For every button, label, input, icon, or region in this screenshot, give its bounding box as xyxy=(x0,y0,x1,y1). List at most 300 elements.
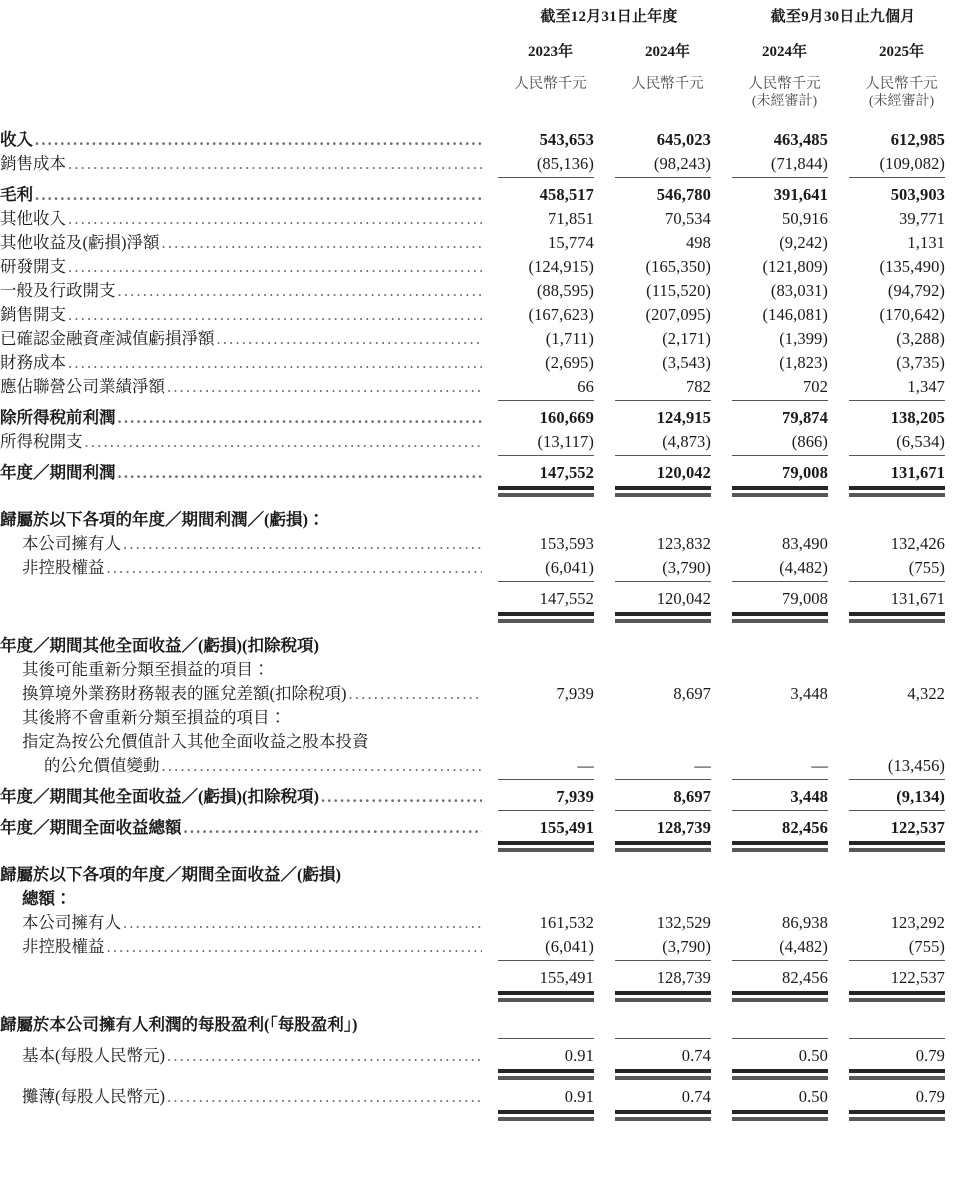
value-cell-col1 xyxy=(492,861,609,885)
spacer-cell xyxy=(492,848,609,861)
subtotal-rule-row xyxy=(0,578,960,585)
value-cell-col2: (98,243) xyxy=(653,154,712,174)
double-rule-cell-2 xyxy=(609,609,726,619)
table-row xyxy=(0,126,960,150)
row-label-text: 銷售開支 xyxy=(0,305,66,325)
value-cell-col2: 128,739 xyxy=(656,968,712,988)
value-cell-col2: 70,534 xyxy=(665,209,712,229)
unit-label-2: 人民幣千元 xyxy=(631,75,704,92)
value-cell-col3: 86,938 xyxy=(782,913,829,933)
rule-cell-1 xyxy=(492,452,609,459)
value-cell-col2: 8,697 xyxy=(673,787,712,807)
row-label-inner xyxy=(0,428,492,452)
rule-cell-4 xyxy=(843,776,960,783)
leader-dots xyxy=(162,756,483,776)
double-rule-cell-1 xyxy=(492,483,609,493)
value-cell-col2: 0.74 xyxy=(681,1046,712,1066)
value-cell-col1: (88,595) xyxy=(536,281,594,301)
row-label-inner xyxy=(0,1011,492,1035)
row-label-text: 歸屬於以下各項的年度／期間全面收益／(虧損) xyxy=(0,865,341,885)
double-underline-row xyxy=(0,988,960,998)
rule-cell-1 xyxy=(492,1076,609,1083)
leader-dots xyxy=(68,209,482,229)
row-label-cell xyxy=(0,704,492,728)
value-cell-col4: 503,903 xyxy=(890,185,946,205)
row-label-inner xyxy=(0,530,492,554)
rule-label-pad xyxy=(0,1076,492,1083)
spacer-cell xyxy=(609,493,726,506)
value-cell-col2: (3,790) xyxy=(662,937,712,957)
value-cell-col3: 79,008 xyxy=(782,463,829,483)
rule-cell-4 xyxy=(843,957,960,964)
double-underline-row xyxy=(0,483,960,493)
row-label-text: 除所得稅前利潤 xyxy=(0,408,116,428)
spacer-cell xyxy=(609,998,726,1011)
rule-cell-3 xyxy=(726,776,843,783)
value-cell-col4: 1,347 xyxy=(907,377,946,397)
row-label-text: 其他收益及(虧損)淨額 xyxy=(0,233,160,253)
row-label-cell xyxy=(0,253,492,277)
row-label-cell xyxy=(0,752,492,776)
spacer-cell xyxy=(609,619,726,632)
value-cell-col1: 155,491 xyxy=(539,818,594,838)
row-label-cell xyxy=(0,885,492,909)
rule-label-pad xyxy=(0,776,492,783)
table-row xyxy=(0,150,960,174)
spacer-row xyxy=(0,998,960,1011)
value-cell-col4 xyxy=(843,885,960,909)
row-label-cell xyxy=(0,554,492,578)
unit-label-3: 人民幣千元 xyxy=(748,75,821,92)
row-label-text: 已確認金融資產減值虧損淨額 xyxy=(0,329,215,349)
value-cell-col4 xyxy=(843,861,960,885)
value-cell-col4 xyxy=(843,506,960,530)
value-cell-col3: (121,809) xyxy=(762,257,829,277)
row-label-cell xyxy=(0,150,492,174)
rule-cell-3 xyxy=(726,452,843,459)
leader-dots xyxy=(123,913,482,933)
double-rule-cell-4 xyxy=(843,988,960,998)
value-cell-col3: 3,448 xyxy=(790,684,829,704)
leader-dots xyxy=(118,281,483,301)
table-row xyxy=(0,632,960,656)
value-cell-col4 xyxy=(843,656,960,680)
row-label-text: 本公司擁有人 xyxy=(22,913,121,933)
header-unit-4 xyxy=(843,68,960,113)
rule-label-pad xyxy=(0,174,492,181)
value-cell-col1: 543,653 xyxy=(539,130,594,150)
value-cell-col4: 4,322 xyxy=(907,684,946,704)
table-row xyxy=(0,909,960,933)
rule-label-pad xyxy=(0,483,492,493)
value-cell-col4: (755) xyxy=(908,937,946,957)
header-spacer-3 xyxy=(0,68,492,113)
subtotal-rule-row xyxy=(0,807,960,814)
value-cell-col4 xyxy=(843,1011,960,1035)
value-cell-col1: 160,669 xyxy=(539,408,594,428)
value-cell-col4: 132,426 xyxy=(890,534,946,554)
spacer-cell xyxy=(0,619,492,632)
value-cell-col3: 702 xyxy=(802,377,829,397)
double-rule-cell-2 xyxy=(609,988,726,998)
row-label-inner xyxy=(0,783,492,807)
spacer-cell xyxy=(492,998,609,1011)
row-label-cell xyxy=(0,814,492,838)
row-label-text: 所得稅開支 xyxy=(0,432,83,452)
value-cell-col3 xyxy=(726,656,843,680)
table-row xyxy=(0,704,960,728)
value-cell-col1 xyxy=(492,632,609,656)
value-cell-col2 xyxy=(609,861,726,885)
value-cell-col1: 0.91 xyxy=(564,1087,594,1107)
leader-dots xyxy=(68,154,482,174)
double-rule-cell-1 xyxy=(492,1107,609,1117)
table-row xyxy=(0,885,960,909)
value-cell-col3 xyxy=(726,704,843,728)
spacer-cell xyxy=(843,998,960,1011)
value-cell-col2: — xyxy=(694,756,712,776)
leader-dots xyxy=(107,937,483,957)
value-cell-col4: 122,537 xyxy=(890,818,946,838)
rule-cell-1 xyxy=(492,807,609,814)
row-label-inner xyxy=(0,909,492,933)
row-label-cell xyxy=(0,1011,492,1035)
rule-label-pad xyxy=(0,609,492,619)
value-cell-col2: 8,697 xyxy=(673,684,712,704)
row-label-inner xyxy=(0,253,492,277)
spacer-cell xyxy=(843,113,960,126)
header-year-2024-ninemonth: 2024年 xyxy=(762,43,808,60)
rule-cell-1 xyxy=(492,1035,609,1042)
row-label-inner xyxy=(0,506,492,530)
row-label-cell xyxy=(0,277,492,301)
value-cell-col1: 147,552 xyxy=(539,463,594,483)
rule-cell-3 xyxy=(726,957,843,964)
value-cell-col1 xyxy=(492,506,609,530)
row-label-inner xyxy=(0,1083,492,1107)
value-cell-col1: (2,695) xyxy=(545,353,594,373)
header-unit-1 xyxy=(492,68,609,113)
rule-cell-2 xyxy=(609,174,726,181)
row-label-text: 年度／期間利潤 xyxy=(0,463,116,483)
table-row xyxy=(0,1083,960,1107)
leader-dots xyxy=(68,257,482,277)
row-label-cell xyxy=(0,909,492,933)
subtotal-rule-row xyxy=(0,397,960,404)
row-label-cell xyxy=(0,325,492,349)
row-label-inner xyxy=(0,1042,492,1066)
value-cell-col4: (755) xyxy=(908,558,946,578)
double-underline-row xyxy=(0,609,960,619)
value-cell-col3: (4,482) xyxy=(779,937,829,957)
value-cell-col1: 66 xyxy=(577,377,594,397)
rule-cell-2 xyxy=(609,776,726,783)
row-label-cell xyxy=(0,680,492,704)
table-row xyxy=(0,229,960,253)
spacer-cell xyxy=(726,113,843,126)
spacer-cell xyxy=(726,848,843,861)
row-label-text: 研發開支 xyxy=(0,257,66,277)
value-cell-col3: 0.50 xyxy=(798,1087,829,1107)
double-rule-cell-2 xyxy=(609,483,726,493)
value-cell-col3: 0.50 xyxy=(798,1046,829,1066)
value-cell-col4: 39,771 xyxy=(899,209,946,229)
value-cell-col3: (866) xyxy=(791,432,829,452)
table-body xyxy=(0,113,960,1117)
leader-dots xyxy=(167,377,482,397)
value-cell-col1: 155,491 xyxy=(539,968,594,988)
leader-dots xyxy=(321,787,482,807)
row-label-inner xyxy=(0,632,492,656)
value-cell-col1: (85,136) xyxy=(536,154,594,174)
value-cell-col3: 82,456 xyxy=(782,818,829,838)
rule-label-pad xyxy=(0,1066,492,1076)
rule-cell-1 xyxy=(492,174,609,181)
header-unit-row xyxy=(0,68,960,113)
leader-dots xyxy=(118,408,483,428)
leader-dots xyxy=(85,432,483,452)
row-label-text: 年度／期間其他全面收益／(虧損)(扣除稅項) xyxy=(0,636,319,656)
value-cell-col2: 498 xyxy=(685,233,712,253)
row-label-cell xyxy=(0,373,492,397)
row-label-text: 應佔聯營公司業績淨額 xyxy=(0,377,165,397)
value-cell-col3 xyxy=(726,632,843,656)
leader-dots xyxy=(167,1046,482,1066)
value-cell-col3: (4,482) xyxy=(779,558,829,578)
rule-cell-1 xyxy=(492,397,609,404)
value-cell-col2: 123,832 xyxy=(656,534,712,554)
value-cell-col3: (9,242) xyxy=(779,233,829,253)
value-cell-col3: 82,456 xyxy=(782,968,829,988)
row-label-inner xyxy=(0,181,492,205)
value-cell-col1: 71,851 xyxy=(548,209,594,229)
double-rule-cell-3 xyxy=(726,609,843,619)
header-group-row xyxy=(0,0,960,32)
value-cell-col4: 612,985 xyxy=(890,130,946,150)
rule-cell-3 xyxy=(726,578,843,585)
row-label-cell xyxy=(0,728,492,752)
value-cell-col1: — xyxy=(577,756,594,776)
double-rule-cell-4 xyxy=(843,1107,960,1117)
rule-cell-2 xyxy=(609,578,726,585)
spacer-cell xyxy=(843,493,960,506)
spacer-row xyxy=(0,848,960,861)
unit-label-4: 人民幣千元 xyxy=(865,75,938,92)
value-cell-col3: 83,490 xyxy=(782,534,829,554)
header-group-ninemonth: 截至9月30日止九個月 xyxy=(770,9,916,25)
value-cell-col3: 79,008 xyxy=(782,589,829,609)
spacer-cell xyxy=(726,619,843,632)
value-cell-col4: (135,490) xyxy=(879,257,946,277)
row-label-inner xyxy=(0,861,492,885)
row-label-cell xyxy=(0,783,492,807)
value-cell-col2: (207,095) xyxy=(645,305,712,325)
row-label-text: 歸屬於本公司擁有人利潤的每股盈利(「每股盈利」) xyxy=(0,1015,358,1035)
table-row xyxy=(0,814,960,838)
value-cell-col1: 7,939 xyxy=(556,684,594,704)
table-row xyxy=(0,325,960,349)
row-label-inner xyxy=(0,349,492,373)
rule-label-pad xyxy=(0,1107,492,1117)
value-cell-col2 xyxy=(609,656,726,680)
row-label-inner xyxy=(0,656,492,680)
rule-cell-2 xyxy=(609,1076,726,1083)
value-cell-col3 xyxy=(726,506,843,530)
row-label-cell xyxy=(0,1083,492,1107)
row-label-text: 銷售成本 xyxy=(0,154,66,174)
spacer-cell xyxy=(843,848,960,861)
spacer-cell xyxy=(0,113,492,126)
value-cell-col4 xyxy=(843,704,960,728)
rule-cell-4 xyxy=(843,578,960,585)
rule-cell-3 xyxy=(726,174,843,181)
rule-cell-4 xyxy=(843,174,960,181)
table-row xyxy=(0,506,960,530)
double-rule-cell-3 xyxy=(726,838,843,848)
rule-cell-2 xyxy=(609,397,726,404)
header-unit-3 xyxy=(726,68,843,113)
double-rule-cell-1 xyxy=(492,838,609,848)
row-label-text: 收入 xyxy=(0,130,33,150)
rule-cell-2 xyxy=(609,807,726,814)
value-cell-col1 xyxy=(492,885,609,909)
table-row xyxy=(0,349,960,373)
rule-cell-2 xyxy=(609,452,726,459)
rule-cell-1 xyxy=(492,578,609,585)
double-rule-cell-4 xyxy=(843,483,960,493)
double-rule-cell-4 xyxy=(843,609,960,619)
row-label-inner xyxy=(0,933,492,957)
value-cell-col4: (13,456) xyxy=(887,756,946,776)
value-cell-col1: (124,915) xyxy=(528,257,594,277)
value-cell-col4: (3,735) xyxy=(896,353,946,373)
rule-cell-4 xyxy=(843,397,960,404)
value-cell-col1: 0.91 xyxy=(564,1046,594,1066)
value-cell-col2: 645,023 xyxy=(656,130,712,150)
row-label-inner xyxy=(0,150,492,174)
table-row xyxy=(0,1011,960,1035)
rule-cell-3 xyxy=(726,1035,843,1042)
row-label-inner xyxy=(0,325,492,349)
row-label-inner xyxy=(0,205,492,229)
double-rule-cell-3 xyxy=(726,1107,843,1117)
row-label-text: 其後將不會重新分類至損益的項目： xyxy=(22,708,286,728)
unit-note-3: (未經審計) xyxy=(751,94,818,110)
header-unit-2 xyxy=(609,68,726,113)
row-label-inner xyxy=(0,229,492,253)
row-label-text: 非控股權益 xyxy=(22,937,105,957)
table-row xyxy=(0,783,960,807)
spacer-cell xyxy=(726,493,843,506)
row-label-inner xyxy=(0,404,492,428)
table-row xyxy=(0,861,960,885)
rule-cell-4 xyxy=(843,452,960,459)
value-cell-col1 xyxy=(492,656,609,680)
value-cell-col1: (1,711) xyxy=(545,329,594,349)
value-cell-col4: 0.79 xyxy=(915,1087,946,1107)
row-label-cell xyxy=(0,205,492,229)
spacer-cell xyxy=(609,113,726,126)
row-label-text: 其他收入 xyxy=(0,209,66,229)
row-label-inner xyxy=(0,885,492,909)
header-group-annual: 截至12月31日止年度 xyxy=(540,9,678,25)
row-label-inner xyxy=(0,704,492,728)
table-header xyxy=(0,0,960,113)
row-label-text: 基本(每股人民幣元) xyxy=(22,1046,165,1066)
double-rule-cell-3 xyxy=(726,988,843,998)
rule-label-pad xyxy=(0,578,492,585)
value-cell-col3 xyxy=(726,861,843,885)
value-cell-col3: 463,485 xyxy=(773,130,829,150)
row-label-text: 本公司擁有人 xyxy=(22,534,121,554)
value-cell-col2 xyxy=(609,506,726,530)
row-label-text: 年度／期間其他全面收益／(虧損)(扣除稅項) xyxy=(0,787,319,807)
table-row xyxy=(0,933,960,957)
row-label-inner xyxy=(0,752,492,776)
row-label-text: 一般及行政開支 xyxy=(0,281,116,301)
row-label-text: 總額： xyxy=(22,889,72,909)
value-cell-col2: (2,171) xyxy=(662,329,712,349)
value-cell-col3: (146,081) xyxy=(762,305,829,325)
row-label-cell xyxy=(0,404,492,428)
row-label-inner xyxy=(0,277,492,301)
table-row xyxy=(0,459,960,483)
value-cell-col4: 131,671 xyxy=(890,463,946,483)
table-row xyxy=(0,728,960,752)
rule-cell-3 xyxy=(726,1076,843,1083)
value-cell-col4: (109,082) xyxy=(879,154,946,174)
value-cell-col1: (6,041) xyxy=(545,937,594,957)
row-label-text: 非控股權益 xyxy=(22,558,105,578)
table-row xyxy=(0,752,960,776)
rule-cell-4 xyxy=(843,807,960,814)
double-rule-cell-1 xyxy=(492,609,609,619)
leader-dots xyxy=(217,329,483,349)
header-spacer xyxy=(0,0,492,32)
value-cell-col2 xyxy=(609,704,726,728)
value-cell-col3: (1,399) xyxy=(779,329,829,349)
double-rule-cell-2 xyxy=(609,838,726,848)
table-row xyxy=(0,277,960,301)
spacer-row xyxy=(0,619,960,632)
table-row xyxy=(0,253,960,277)
value-cell-col1: (167,623) xyxy=(528,305,594,325)
leader-dots xyxy=(107,558,483,578)
row-label-cell xyxy=(0,530,492,554)
value-cell-col2 xyxy=(609,728,726,752)
spacer-cell xyxy=(0,998,492,1011)
value-cell-col2 xyxy=(609,1011,726,1035)
value-cell-col2: 120,042 xyxy=(656,589,712,609)
leader-dots xyxy=(68,305,482,325)
row-label-text: 的公允價值變動 xyxy=(44,756,160,776)
value-cell-col1: 147,552 xyxy=(539,589,594,609)
value-cell-col2: (3,543) xyxy=(662,353,712,373)
row-label-inner xyxy=(0,728,492,752)
value-cell-col2: 546,780 xyxy=(656,185,712,205)
table-row xyxy=(0,181,960,205)
row-label-cell xyxy=(0,861,492,885)
row-label-text: 指定為按公允價值計入其他全面收益之股本投資 xyxy=(22,732,369,752)
rule-cell-2 xyxy=(609,957,726,964)
header-year-2024: 2024年 xyxy=(645,43,691,60)
value-cell-col4: 0.79 xyxy=(915,1046,946,1066)
value-cell-col3: (1,823) xyxy=(779,353,829,373)
value-cell-col2: 128,739 xyxy=(656,818,712,838)
value-cell-col3: (83,031) xyxy=(770,281,829,301)
rule-cell-2 xyxy=(609,1035,726,1042)
leader-dots xyxy=(68,353,482,373)
